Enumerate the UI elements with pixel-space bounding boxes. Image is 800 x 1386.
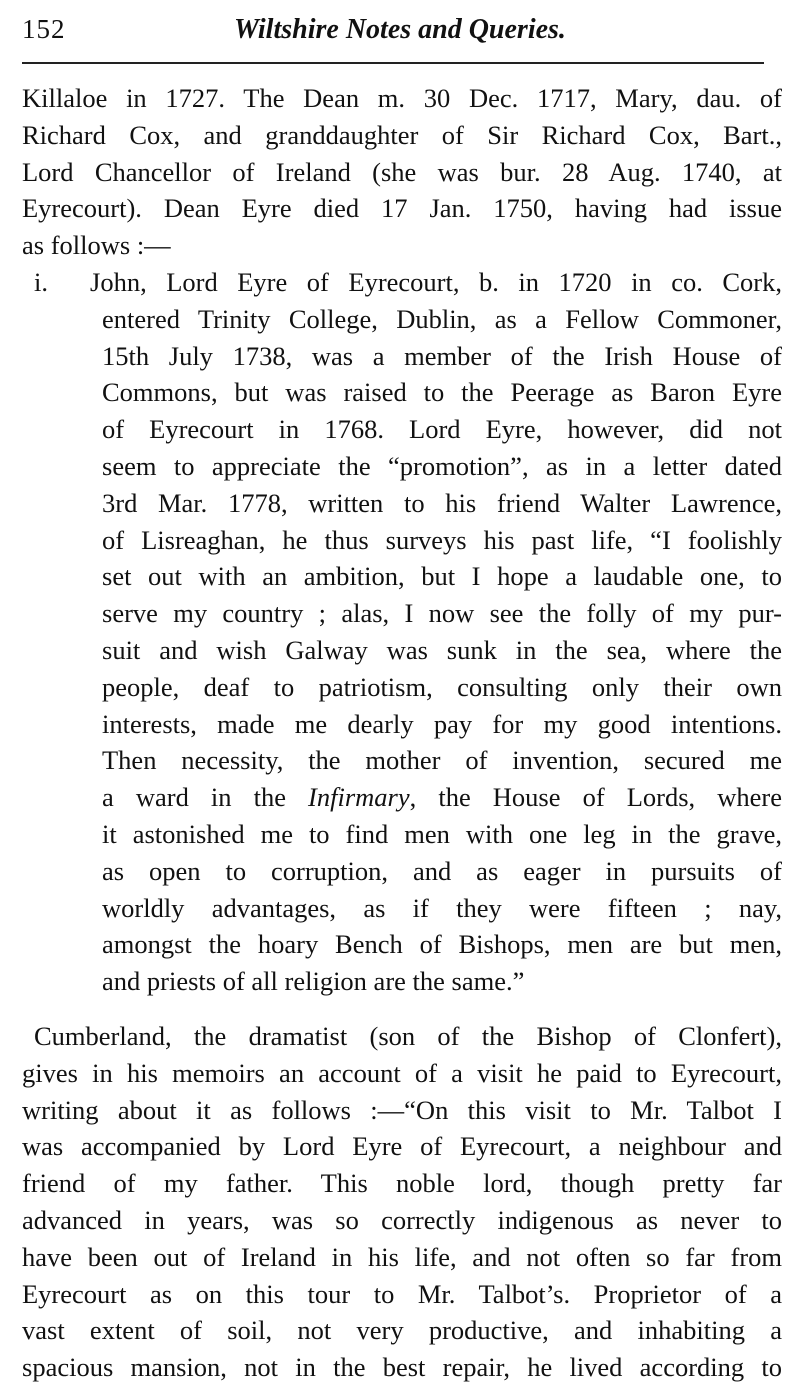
paragraph-2-line: advanced in years, was so correctly indigenous as never to: [22, 1204, 782, 1235]
list-item-text: John, Lord Eyre of Eyrecourt, b. in 1720 in co. Cork,: [90, 266, 782, 297]
body-text: [22, 80, 782, 1386]
list-item-line: and priests of all religion are the same.”: [102, 966, 525, 997]
paragraph-1-line: Lord Chancellor of Ireland (she was bur. 28 Aug. 1740, at: [22, 156, 782, 187]
italic-word: Infirmary: [308, 782, 410, 813]
paragraph-gap: [22, 1000, 782, 1018]
list-item-line: suit and wish Galway was sunk in the sea, where the: [102, 634, 782, 665]
list-item-line: worldly advantages, as if they were fifteen ; nay,: [102, 892, 782, 923]
paragraph-2-line: writing about it as follows :—“On this visit to Mr. Talbot I: [22, 1094, 782, 1125]
paragraph-1-line: Richard Cox, and granddaughter of Sir Richard Cox, Bart.,: [22, 119, 782, 150]
paragraph-2-line: Cumberland, the dramatist (son of the Bishop of Clonfert),: [34, 1020, 782, 1051]
list-item-first-line: [22, 264, 782, 301]
list-numeral: i.: [34, 266, 48, 297]
paragraph-2-line: have been out of Ireland in his life, and not often so far from: [22, 1241, 782, 1272]
paragraph-2-line: spacious mansion, not in the best repair, he lived according to: [22, 1352, 782, 1383]
paragraph-1-line: as follows :—: [22, 230, 171, 261]
running-title: Wiltshire Notes and Queries.: [234, 14, 566, 45]
page-number: 152: [22, 14, 66, 44]
paragraph-2-line: vast extent of soil, not very productive, and inhabiting a: [22, 1315, 782, 1346]
list-item-line: seem to appreciate the “promotion”, as in a letter dated: [102, 450, 782, 481]
list-item-line-infirmary: [22, 779, 782, 816]
text-run: a ward in the: [102, 782, 309, 813]
list-item-line: 3rd Mar. 1778, written to his friend Walter Lawrence,: [102, 487, 782, 518]
list-item-line: people, deaf to patriotism, consulting only their own: [102, 671, 782, 702]
paragraph-2-line: friend of my father. This noble lord, though pretty far: [22, 1168, 782, 1199]
list-item-line: of Eyrecourt in 1768. Lord Eyre, however, did not: [102, 414, 782, 445]
list-item-line: Commons, but was raised to the Peerage as Baron Eyre: [102, 377, 782, 408]
list-item-line: serve my country ; alas, I now see the folly of my pur-: [102, 598, 782, 629]
page-header: [22, 10, 778, 50]
paragraph-2-line: gives in his memoirs an account of a visit he paid to Eyrecourt,: [22, 1057, 782, 1088]
paragraph-2-line: was accompanied by Lord Eyre of Eyrecourt, a neighbour and: [22, 1131, 782, 1162]
list-item-line: of Lisreaghan, he thus surveys his past life, “I foolishly: [102, 524, 782, 555]
text-run: , the House of Lords, where: [409, 782, 782, 813]
list-item-line: amongst the hoary Bench of Bishops, men are but men,: [102, 929, 782, 960]
header-rule: [22, 62, 764, 64]
paragraph-2-line: Eyrecourt as on this tour to Mr. Talbot’s. Proprietor of a: [22, 1278, 782, 1309]
list-item-line: it astonished me to find men with one leg in the grave,: [102, 818, 782, 849]
list-item-line: interests, made me dearly pay for my good intentions.: [102, 708, 782, 739]
list-item-line: Then necessity, the mother of invention, secured me: [102, 745, 782, 776]
list-item-line: set out with an ambition, but I hope a laudable one, to: [102, 561, 782, 592]
paragraph-1-line: Eyrecourt). Dean Eyre died 17 Jan. 1750, having had issue: [22, 193, 782, 224]
paragraph-1-line: Killaloe in 1727. The Dean m. 30 Dec. 1717, Mary, dau. of: [22, 83, 782, 113]
list-item-line: entered Trinity College, Dublin, as a Fellow Commoner,: [102, 303, 782, 334]
list-item-line: 15th July 1738, was a member of the Irish House of: [102, 340, 782, 371]
list-item-line: as open to corruption, and as eager in pursuits of: [102, 855, 782, 886]
